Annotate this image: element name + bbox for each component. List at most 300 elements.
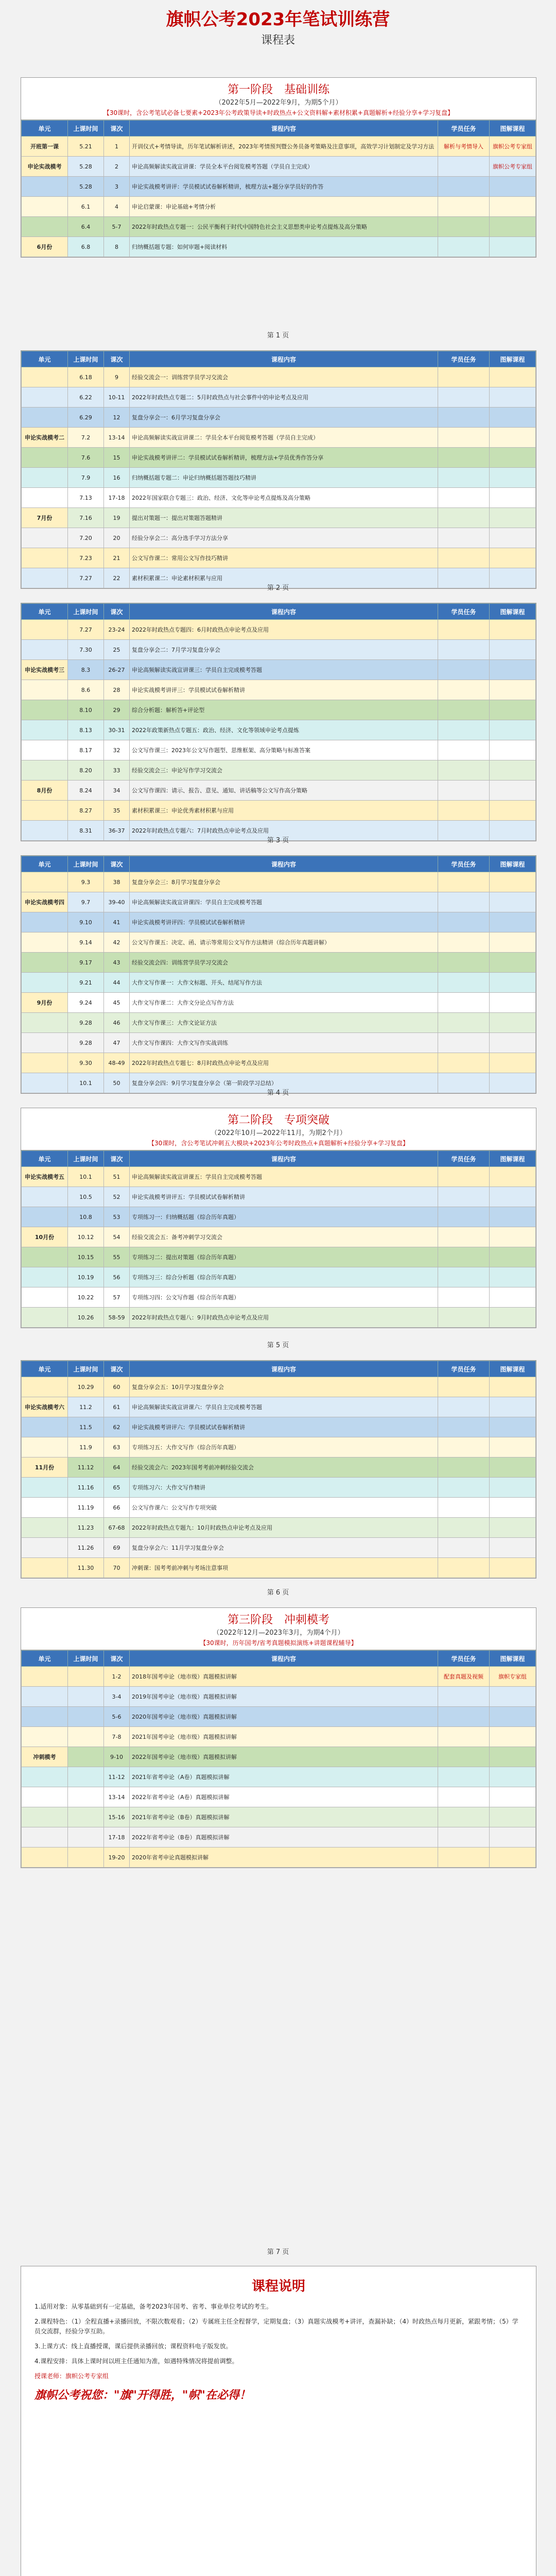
table-cell: 9.30 <box>68 1053 104 1073</box>
table-cell: 公文写作课五：决定、函、请示等常用公文写作方法精讲（综合历年真题讲解） <box>130 933 438 953</box>
table-cell <box>438 781 490 801</box>
schedule-page <box>21 1607 536 1868</box>
table-cell <box>438 720 490 740</box>
table-cell <box>22 680 68 700</box>
table-header-row <box>22 1361 536 1377</box>
table-row <box>22 217 536 237</box>
table-cell: 2022年省考申论（B卷）真题模拟讲解 <box>130 1827 438 1848</box>
table-cell <box>490 1267 536 1287</box>
table-header-row <box>22 351 536 367</box>
table-cell: 专项练习三：综合分析题（综合历年真题） <box>130 1267 438 1287</box>
schedule-page <box>21 77 536 258</box>
table-row <box>22 1787 536 1807</box>
table-cell <box>22 640 68 660</box>
table-row <box>22 720 536 740</box>
table-cell <box>490 1727 536 1747</box>
table-cell: 1 <box>104 137 130 157</box>
stage-header <box>21 78 536 120</box>
table-cell <box>438 1033 490 1053</box>
table-cell: 63 <box>104 1437 130 1458</box>
table-cell <box>22 1848 68 1868</box>
table-cell: 22 <box>104 568 130 588</box>
table-cell: 19-20 <box>104 1848 130 1868</box>
table-cell: 综合分析题：解析答+评论型 <box>130 700 438 720</box>
table-cell: 17-18 <box>104 1827 130 1848</box>
table-cell: 8.13 <box>68 720 104 740</box>
column-header: 学员任务 <box>438 604 490 620</box>
table-cell: 8 <box>104 237 130 257</box>
table-cell: 47 <box>104 1033 130 1053</box>
table-cell: 10月份 <box>22 1227 68 1247</box>
table-cell: 素材积累课二：申论素材积累与应用 <box>130 568 438 588</box>
table-cell <box>490 740 536 760</box>
table-cell: 29 <box>104 700 130 720</box>
table-cell: 公文写作课二：常用公文写作技巧精讲 <box>130 548 438 568</box>
table-cell <box>490 700 536 720</box>
table-cell <box>438 528 490 548</box>
table-cell: 9.17 <box>68 953 104 973</box>
schedule-table <box>21 856 536 1093</box>
table-cell <box>22 1013 68 1033</box>
table-cell: 申论高频解读实战宣讲课五：学员自主完成模考答题 <box>130 1167 438 1187</box>
table-cell: 经验交流会四：训练营学员学习交流会 <box>130 953 438 973</box>
table-cell <box>490 1247 536 1267</box>
table-cell <box>438 508 490 528</box>
table-cell <box>490 197 536 217</box>
table-row <box>22 1667 536 1687</box>
table-cell <box>490 1827 536 1848</box>
table-cell <box>490 1707 536 1727</box>
table-cell <box>490 428 536 448</box>
table-cell: 2021年国考申论（地市级）真题模拟讲解 <box>130 1727 438 1747</box>
table-cell <box>438 408 490 428</box>
table-cell <box>22 760 68 781</box>
table-cell: 25 <box>104 640 130 660</box>
table-cell: 2022年时政热点专题八：9月时政热点申论考点及应用 <box>130 1308 438 1328</box>
table-cell <box>438 1167 490 1187</box>
table-cell: 2022年国家联合专题三：政治、经济、文化等申论考点提炼及高分策略 <box>130 488 438 508</box>
table-cell <box>22 1437 68 1458</box>
table-cell <box>490 1518 536 1538</box>
table-cell <box>22 1667 68 1687</box>
table-cell <box>490 367 536 387</box>
table-row <box>22 1167 536 1187</box>
column-header: 学员任务 <box>438 856 490 872</box>
table-cell: 48-49 <box>104 1053 130 1073</box>
table-cell <box>438 1437 490 1458</box>
table-cell: 58-59 <box>104 1308 130 1328</box>
column-header: 学员任务 <box>438 351 490 367</box>
table-cell <box>490 468 536 488</box>
table-cell <box>490 1538 536 1558</box>
table-cell: 7.6 <box>68 448 104 468</box>
table-cell <box>438 1558 490 1578</box>
stage-remark: 【30课时，含公考笔试必备七要素+2023年公考政策导读+时政热点+公文资料解+素材积累+真题解析+经验分享+学习复盘】 <box>103 109 454 116</box>
table-cell: 公文写作课六：公文写作专项突破 <box>130 1498 438 1518</box>
table-cell: 配套真题及视频 <box>438 1667 490 1687</box>
table-cell <box>438 1207 490 1227</box>
table-cell <box>438 1518 490 1538</box>
column-header: 单元 <box>22 856 68 872</box>
table-cell <box>490 1033 536 1053</box>
table-cell: 28 <box>104 680 130 700</box>
table-cell: 5.21 <box>68 137 104 157</box>
table-cell: 34 <box>104 781 130 801</box>
table-cell: 解析与考情导入 <box>438 137 490 157</box>
table-cell <box>438 1687 490 1707</box>
schedule-table <box>21 120 536 257</box>
table-cell: 9.10 <box>68 912 104 933</box>
table-cell: 10-11 <box>104 387 130 408</box>
table-row <box>22 367 536 387</box>
table-cell <box>438 892 490 912</box>
table-cell: 复盘分享会四：9月学习复盘分享会（第一阶段学习总结） <box>130 1073 438 1093</box>
table-cell: 8.24 <box>68 781 104 801</box>
table-row <box>22 620 536 640</box>
column-header: 图解课程 <box>490 1651 536 1667</box>
table-cell: 33 <box>104 760 130 781</box>
table-cell: 7.9 <box>68 468 104 488</box>
table-row <box>22 933 536 953</box>
table-cell: 8.20 <box>68 760 104 781</box>
table-cell <box>490 760 536 781</box>
table-cell <box>438 680 490 700</box>
table-cell: 旗帜专家组 <box>490 1667 536 1687</box>
table-cell: 11.19 <box>68 1498 104 1518</box>
table-cell <box>438 1498 490 1518</box>
table-cell <box>68 1807 104 1827</box>
table-cell: 2022年时政热点专题七：8月时政热点申论考点及应用 <box>130 1053 438 1073</box>
table-cell: 复盘分享会六：11月学习复盘分享会 <box>130 1538 438 1558</box>
table-row <box>22 1767 536 1787</box>
table-cell: 申论实战模考讲评：学员模试试卷解析精讲，梳理方法+题分享学员好的作答 <box>130 177 438 197</box>
course-notes <box>21 2266 536 2576</box>
table-cell <box>68 1848 104 1868</box>
table-cell <box>68 1787 104 1807</box>
table-cell: 7.30 <box>68 640 104 660</box>
column-header: 课次 <box>104 121 130 137</box>
table-cell <box>438 1377 490 1397</box>
table-cell: 1-2 <box>104 1667 130 1687</box>
table-cell <box>490 1308 536 1328</box>
table-cell: 8.27 <box>68 801 104 821</box>
table-cell: 6.1 <box>68 197 104 217</box>
table-cell <box>490 1558 536 1578</box>
table-cell: 69 <box>104 1538 130 1558</box>
table-cell <box>438 1478 490 1498</box>
table-row <box>22 801 536 821</box>
table-cell <box>22 1518 68 1538</box>
table-cell: 26-27 <box>104 660 130 680</box>
table-cell <box>22 1247 68 1267</box>
table-cell <box>438 801 490 821</box>
table-cell: 32 <box>104 740 130 760</box>
table-cell: 6.18 <box>68 367 104 387</box>
table-cell <box>438 1727 490 1747</box>
table-cell: 专项练习二：提出对策题（综合历年真题） <box>130 1247 438 1267</box>
column-header: 单元 <box>22 121 68 137</box>
page-number: 第 1 页 <box>267 332 289 340</box>
table-cell <box>438 1227 490 1247</box>
table-cell: 52 <box>104 1187 130 1207</box>
table-cell <box>22 973 68 993</box>
table-row <box>22 1518 536 1538</box>
table-cell: 专项练习五：大作文写作（综合历年真题） <box>130 1437 438 1458</box>
table-row <box>22 953 536 973</box>
table-cell <box>438 387 490 408</box>
table-cell <box>490 1747 536 1767</box>
table-cell <box>68 1687 104 1707</box>
table-cell: 65 <box>104 1478 130 1498</box>
table-cell: 开训仪式+考情导读，历年笔试解析讲述，2023年考情预判暨公务员备考策略及注意事项，高效学习计划制定及学习方法 <box>130 137 438 157</box>
table-cell: 申论实战模考四 <box>22 892 68 912</box>
table-cell <box>438 1013 490 1033</box>
table-cell: 10.22 <box>68 1287 104 1308</box>
column-header: 上课时间 <box>68 351 104 367</box>
table-cell: 2 <box>104 157 130 177</box>
table-cell <box>490 801 536 821</box>
table-cell: 70 <box>104 1558 130 1578</box>
table-row <box>22 740 536 760</box>
table-cell <box>22 468 68 488</box>
table-cell <box>490 217 536 237</box>
table-cell: 2022年时政热点专题一：公民平衡利于时代中国特色社会主义思想类申论考点提炼及高分策略 <box>130 217 438 237</box>
table-cell <box>490 448 536 468</box>
notes-p3: 3.上课方式：线上直播授课，课后提供录播回放；课程资料电子版发放。 <box>34 2343 232 2350</box>
table-cell: 6.22 <box>68 387 104 408</box>
table-cell: 2022年政策新热点专题五：政治、经济、文化等领域申论考点提炼 <box>130 720 438 740</box>
table-cell <box>490 912 536 933</box>
table-cell <box>490 1767 536 1787</box>
column-header: 单元 <box>22 1151 68 1167</box>
table-cell <box>490 508 536 528</box>
table-cell <box>490 1848 536 1868</box>
table-cell: 11.23 <box>68 1518 104 1538</box>
table-cell: 复盘分享会三：8月学习复盘分享会 <box>130 872 438 892</box>
table-cell <box>438 197 490 217</box>
table-cell: 11.9 <box>68 1437 104 1458</box>
table-cell: 57 <box>104 1287 130 1308</box>
column-header: 上课时间 <box>68 604 104 620</box>
table-cell: 8.3 <box>68 660 104 680</box>
table-cell <box>490 620 536 640</box>
table-cell <box>490 177 536 197</box>
table-cell <box>22 448 68 468</box>
table-cell: 6月份 <box>22 237 68 257</box>
table-cell: 12 <box>104 408 130 428</box>
table-cell: 9月份 <box>22 993 68 1013</box>
table-cell: 8.31 <box>68 821 104 841</box>
column-header: 单元 <box>22 604 68 620</box>
table-cell <box>438 1053 490 1073</box>
table-cell: 复盘分享会二：7月学习复盘分享会 <box>130 640 438 660</box>
notes-title: 课程说明 <box>251 2279 305 2294</box>
table-cell: 2022年时政热点专题六：7月时政热点申论考点及应用 <box>130 821 438 841</box>
schedule-page <box>21 350 536 589</box>
page-subtitle: 课程表 <box>260 34 295 47</box>
page-number: 第 7 页 <box>267 2248 289 2256</box>
table-cell: 申论实战模考讲评四：学员模试试卷解析精讲 <box>130 912 438 933</box>
table-cell: 2022年时政热点专题四：6月时政热点申论考点及应用 <box>130 620 438 640</box>
column-header: 课程内容 <box>130 856 438 872</box>
table-cell: 5.28 <box>68 157 104 177</box>
table-cell <box>490 872 536 892</box>
table-row <box>22 1267 536 1287</box>
column-header: 单元 <box>22 351 68 367</box>
table-cell: 2022年省考申论（A卷）真题模拟讲解 <box>130 1787 438 1807</box>
column-header: 图解课程 <box>490 351 536 367</box>
table-cell: 4 <box>104 197 130 217</box>
schedule-page <box>21 1108 536 1328</box>
table-row <box>22 1458 536 1478</box>
column-header: 上课时间 <box>68 1651 104 1667</box>
table-cell <box>490 1053 536 1073</box>
table-cell <box>22 1478 68 1498</box>
table-cell: 2018年国考申论（地市级）真题模拟讲解 <box>130 1667 438 1687</box>
schedule-page <box>21 855 536 1094</box>
table-cell: 经验交流会六：2023年国考考前冲刺经验交流会 <box>130 1458 438 1478</box>
table-cell: 16 <box>104 468 130 488</box>
table-cell <box>22 720 68 740</box>
column-header: 课程内容 <box>130 1151 438 1167</box>
stage-header <box>21 1608 536 1650</box>
table-cell <box>490 953 536 973</box>
table-cell <box>68 1667 104 1687</box>
column-header: 课次 <box>104 1651 130 1667</box>
table-cell: 62 <box>104 1417 130 1437</box>
table-cell <box>438 740 490 760</box>
table-row <box>22 1707 536 1727</box>
table-cell: 9.3 <box>68 872 104 892</box>
table-cell <box>438 912 490 933</box>
table-cell <box>438 1707 490 1727</box>
table-cell: 大作文写作课四：大作文写作实战训练 <box>130 1033 438 1053</box>
table-cell <box>490 993 536 1013</box>
table-cell: 申论高频解读实战宣讲课六：学员自主完成模考答题 <box>130 1397 438 1417</box>
table-cell <box>438 660 490 680</box>
table-row <box>22 1478 536 1498</box>
table-cell <box>438 1848 490 1868</box>
table-cell: 经验交流会三：申论写作学习交流会 <box>130 760 438 781</box>
column-header: 学员任务 <box>438 121 490 137</box>
table-cell: 19 <box>104 508 130 528</box>
table-row <box>22 1558 536 1578</box>
table-cell: 素材积累课三：申论优秀素材积累与应用 <box>130 801 438 821</box>
column-header: 图解课程 <box>490 1151 536 1167</box>
table-cell: 13-14 <box>104 1787 130 1807</box>
table-cell <box>438 1787 490 1807</box>
table-cell <box>22 912 68 933</box>
table-row <box>22 157 536 177</box>
table-cell <box>22 700 68 720</box>
table-row <box>22 1227 536 1247</box>
table-cell: 申论实战模考五 <box>22 1167 68 1187</box>
table-cell: 11-12 <box>104 1767 130 1787</box>
table-cell: 申论实战模考讲评二：学员模试试卷解析精讲，梳理方法+学员优秀作答分享 <box>130 448 438 468</box>
column-header: 图解课程 <box>490 604 536 620</box>
table-cell: 10.19 <box>68 1267 104 1287</box>
table-cell <box>22 548 68 568</box>
page-number: 第 6 页 <box>267 1589 289 1597</box>
table-cell <box>22 1767 68 1787</box>
table-cell: 17-18 <box>104 488 130 508</box>
table-cell: 36-37 <box>104 821 130 841</box>
table-cell <box>22 1308 68 1328</box>
column-header: 课程内容 <box>130 1361 438 1377</box>
table-cell <box>22 217 68 237</box>
notes-p1: 1.适用对象：从零基础到有一定基础，备考2023年国考、省考、事业单位考试的考生。 <box>34 2303 272 2310</box>
table-cell: 9.7 <box>68 892 104 912</box>
schedule-table <box>21 1150 536 1328</box>
table-cell: 2021年省考申论（A卷）真题模拟讲解 <box>130 1767 438 1787</box>
table-row <box>22 1417 536 1437</box>
table-cell <box>490 1227 536 1247</box>
table-cell: 42 <box>104 933 130 953</box>
table-cell: 旗帜公考专家组 <box>490 137 536 157</box>
table-row <box>22 508 536 528</box>
schedule-table <box>21 1650 536 1868</box>
column-header: 上课时间 <box>68 1151 104 1167</box>
table-cell: 经验交流会五：备考冲刺学习交流会 <box>130 1227 438 1247</box>
table-cell <box>438 760 490 781</box>
table-row <box>22 1033 536 1053</box>
column-header: 图解课程 <box>490 1361 536 1377</box>
table-cell: 2021年省考申论（B卷）真题模拟讲解 <box>130 1807 438 1827</box>
table-cell: 10.26 <box>68 1308 104 1328</box>
table-header-row <box>22 604 536 620</box>
stage-title: 第三阶段 冲刺模考 <box>227 1614 329 1626</box>
column-header: 课程内容 <box>130 351 438 367</box>
table-cell <box>438 217 490 237</box>
table-cell <box>490 387 536 408</box>
table-cell: 公文写作课三：2023年公文写作题型、思维框架、高分策略与标准答案 <box>130 740 438 760</box>
table-cell <box>22 1787 68 1807</box>
table-cell <box>438 1458 490 1478</box>
table-cell <box>490 1498 536 1518</box>
table-cell <box>438 1247 490 1267</box>
table-cell <box>438 953 490 973</box>
table-row <box>22 177 536 197</box>
table-row <box>22 993 536 1013</box>
table-cell: 公文写作课四：请示、报告、意见、通知、讲话稿等公文写作高分策略 <box>130 781 438 801</box>
table-row <box>22 408 536 428</box>
table-cell: 10.8 <box>68 1207 104 1227</box>
table-cell: 6.29 <box>68 408 104 428</box>
table-cell: 2019年国考申论（地市级）真题模拟讲解 <box>130 1687 438 1707</box>
table-cell <box>490 1458 536 1478</box>
table-cell: 7.23 <box>68 548 104 568</box>
table-cell <box>22 177 68 197</box>
table-cell <box>68 1747 104 1767</box>
table-row <box>22 1747 536 1767</box>
table-cell: 申论实战模考讲评六：学员模试试卷解析精讲 <box>130 1417 438 1437</box>
stage-header <box>21 1108 536 1150</box>
page-number: 第 2 页 <box>267 584 289 592</box>
table-cell <box>22 1417 68 1437</box>
table-cell: 6.8 <box>68 237 104 257</box>
table-cell <box>490 1013 536 1033</box>
table-cell <box>22 740 68 760</box>
table-cell <box>22 197 68 217</box>
table-cell <box>22 1807 68 1827</box>
stage-date: （2022年5月—2022年9月，为期5个月） <box>215 99 342 107</box>
table-row <box>22 1013 536 1033</box>
table-cell: 5-6 <box>104 1707 130 1727</box>
table-cell <box>438 1187 490 1207</box>
table-cell: 大作文写作课一：大作文标题、开头、结尾写作方法 <box>130 973 438 993</box>
table-row <box>22 1727 536 1747</box>
column-header: 课程内容 <box>130 1651 438 1667</box>
